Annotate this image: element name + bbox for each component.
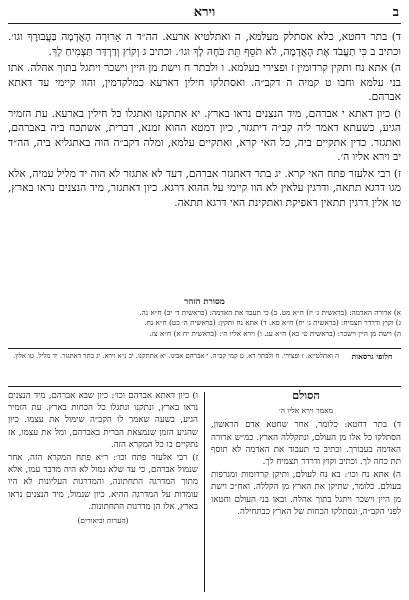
main-paragraph-6: ו) כיון דאתא י אברהם, מיד הנצנים נראו בארץ. יא אתתקנו ואתגלו כל חילין בארעא. עת הזמיר הגיע, כשעתא דאמר ליה קב״ה דיתגזר, כיון דמטא ההוא זמנא, דברית, אשתכח ביה באברהם, ואתגזר. כדין אתקיים ביה, כל האי קרא, ואתקיים עלמא, ומלה דקב״ה הוה באתגליא ביה, הה״ד יב וירא אליו ה׳. bbox=[8, 107, 401, 163]
versions-section bbox=[8, 352, 401, 362]
sulam-footnote: (הערות וביאורים) bbox=[77, 516, 129, 526]
section-divider bbox=[8, 348, 401, 349]
header-rule bbox=[8, 23, 401, 24]
masoret-line: א) ארורה האדמה: (בראשית ג׳ יז) ח״א מט. ב) כי תעבד את האדמה: (בראשית ד׳ יב) ח״א נה. bbox=[139, 308, 401, 317]
masoret-title: מסורת הזהר bbox=[184, 297, 225, 307]
sulam-paragraph: ה) אתא נח וכו׳: בא נח לעולם, ותיקן קרדומות ומגרפות בעולם. כלומר, שתיקן את הארץ מן הקללה. ואח״כ וישת מן היין וישכר ויתגל בתוך אהלה. ובאו בני העולם וחטאו לפני הקב״ה, ונסתלקו הכחות של הארץ כבתחילה. bbox=[211, 470, 401, 517]
masoret-line: ג) וקוץ ודרדר תצמיח: (בראשית ג׳ יח) ח״א סא. ד) אתא נח ותקין: (בראשית ה׳ כט) ח״א נח. bbox=[144, 318, 401, 328]
page-header bbox=[8, 4, 401, 22]
sulam-title: הסולם bbox=[292, 389, 320, 402]
sulam-paragraph: ו) כיון דאתא אברהם וכו׳: כיון שבא אברהם, מיד הנצנים נראו בארץ, ונתקנו ונתגלו כל הכחות בארץ. עת הזמיר הגיע, בשעה שאמר לו הקב״ה שימול את עצמו. כיון שהגיע הזמן שנמצאת הברית באברהם, ומל את עצמו, אז נתקיים בו כל המקרא הזה. bbox=[8, 391, 198, 450]
masoret-line: ה) וישת מן היין וישכר: (בראשית ט׳ כא) ח״א עג. ו) וירא אליו ה׳: (בראשית יח א) ח״א צז. bbox=[149, 328, 401, 338]
main-paragraph-4: ד) בתר דחטא, כלא אסתלק מעלמא, ה ואתלטיא ארעא. הה״ד ה אָרוּרָה הָאֲדָמָה בַּעֲבוּרֶךָ וגו׳. וכתיב ב כִּי תַעֲבֹד אֶת הָאֲדָמָה, לֹא תֹסֵף תֵּת כֹּחָהּ לָךְ וגו׳. וכתיב ג וְקוֹץ וְדַרְדַּר תַּצְמִיחַ לָךְ. bbox=[8, 31, 401, 58]
sulam-column-left bbox=[8, 390, 198, 527]
page-title: וירא bbox=[193, 5, 216, 20]
sulam-paragraph: ז) רבי אלעזר פתח וכו׳: ר״א פתח המקרא הזה, אחר שנמול אברהם, כי עד שלא נמול לא היה מדבר עמו, אלא מתוך המדרגה התחתונה, והמדרגות העליונות לא היו עומדות על המדרגה ההיא. כיון שנמול, מיד הנצנים נראו בארץ, אלו הן מדרגות התחתונות. bbox=[8, 453, 198, 512]
versions-text: ה ואתלטייא. ז ופצירי. ח ולבתר דא. ט קמי קב״ה. י אברהם אבינו. יא אתתקנו. יב נ״א וירא. יג בתר דאתגזר. יד מליל. טו אלין. bbox=[13, 352, 339, 360]
main-paragraph-7: ז) רבי אלעזר פתח האי קרא. יג בתר דאתגזר אברהם, דעד לא אתגזר לא הוה יד מליל עמיה, אלא מגו דרגא תתאה, ודרגין עלאין לא הוו קיימי על ההוא דרגא. כיון דאתגזר, מיד הנצנים נראו בארץ, טו אלין דרגין תתאין דאפיקת ואתקינת האי דרגא תתאה. bbox=[8, 167, 401, 209]
main-paragraph-5: ה) אתא נח ותקין קרדומין ז ופצירי בעלמא. ו ולבתר ח וישת מן היין וישכר ויתגל בתוך אהלה. אתו בני עלמא וחבו ט קמיה ה דקב״ה. ואסתלקו חילין דארעא כמלקדמין, והוו קיימי עד דאתא אברהם. bbox=[8, 62, 401, 103]
sulam-paragraph: ד) בתר דחטא: כלומר, אחר שחטא אדם הראשון, הסתלקו כל אלו מן העולם, ונתקללה הארץ. כמ״ש ארורה האדמה בעבורך. וכתיב כי תעבוד את האדמה לא תוסף תת כחה לך. וכתיב וקוץ ודרדר תצמיח לך. bbox=[211, 420, 401, 468]
masoret-section bbox=[8, 308, 401, 339]
versions-title: חלופי גרסאות bbox=[351, 352, 393, 361]
page-number: ב bbox=[392, 5, 399, 20]
column-divider bbox=[204, 392, 205, 592]
sulam-column-right bbox=[211, 390, 401, 519]
sulam-subtitle: מאמר וירא אליו ה׳ bbox=[278, 406, 334, 416]
main-text bbox=[8, 30, 401, 212]
section-divider bbox=[8, 386, 401, 387]
